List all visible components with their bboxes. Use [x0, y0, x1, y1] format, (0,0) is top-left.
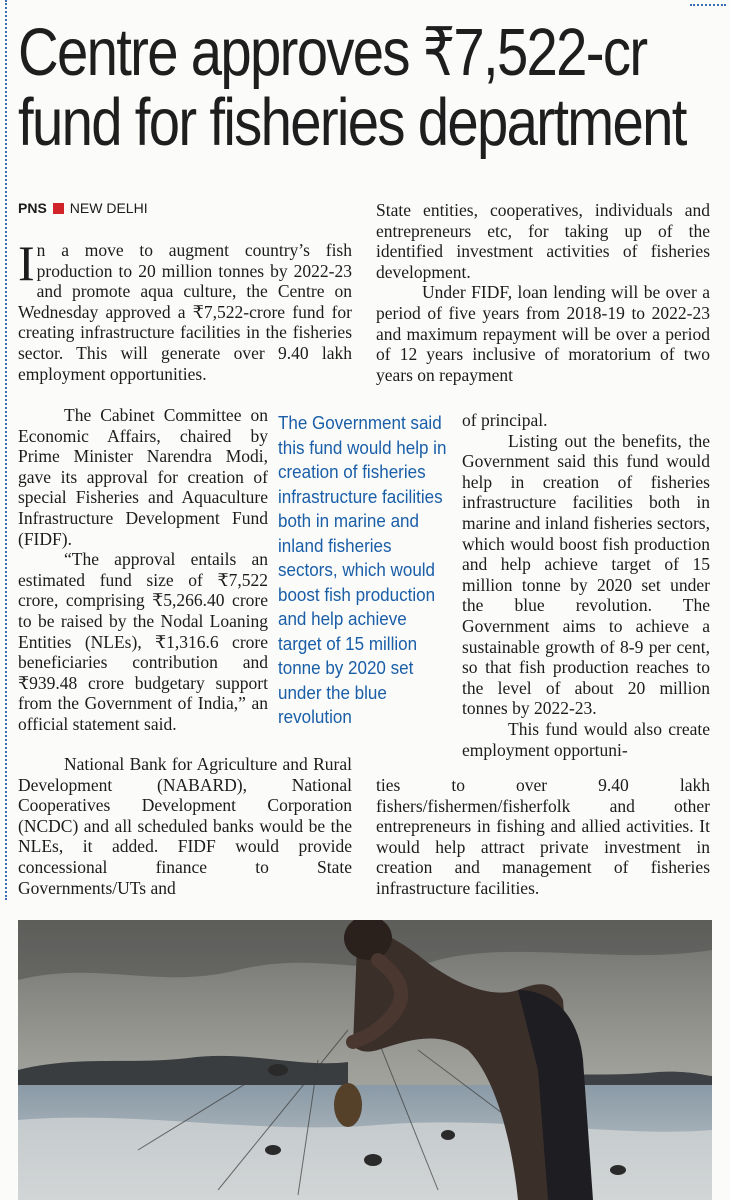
paragraph-4: National Bank for Agriculture and Rural Development (NABARD), National Cooperatives Development Corporation (NCDC) and all scheduled banks would be the NLEs, it added. FIDF would provide concessional finance to State Governments/UTs and — [18, 754, 352, 898]
paragraph-6: Listing out the benefits, the Government said this fund would help in creation of fisheries infrastructure facilities both in marine and inland fisheries sectors, which would boost fish production and help achieve target of 15 million tonne by 2020 set under the blue revolution. The Government aims to achieve a sustainable growth of 8-9 per cent, so that fish production reaches to the level of about 20 million tonnes by 2022-23. — [462, 430, 710, 719]
headline — [18, 15, 686, 160]
paragraph-3: “The approval entails an estimated fund size of ₹7,522 crore, comprising ₹5,266.40 crore to be raised by the Nodal Loaning Entities (NLEs), ₹1,316.6 crore beneficiaries contribution and ₹939.48 crore budgetary support from the Government of India,” an official statement said. — [18, 549, 268, 734]
paragraph-5: Under FIDF, loan lending will be over a period of five years from 2018-19 to 2022-23 and maximum repayment will be over a period of 12 years inclusive of moratorium of two years on repayment — [376, 282, 710, 385]
paragraph-7: This fund would also create employment opportuni- — [462, 718, 710, 760]
article-column-1-bottom — [18, 754, 352, 898]
headline-line-2: fund for fisheries department — [18, 85, 686, 160]
article-column-2-middle — [462, 410, 710, 760]
byline-square-icon — [53, 203, 64, 214]
headline-line-1: Centre approves ₹7,522-cr — [18, 15, 647, 90]
paragraph-5-continued: of principal. — [462, 410, 548, 430]
byline — [18, 200, 148, 216]
paragraph-1: In a move to augment country’s fish production to 20 million tonnes by 2022-23 and promote aqua culture, the Centre on Wednesday approved a ₹7,522-crore fund for creating infrastructure facilities in the fisheries sector. This will generate over 9.40 lakh employment opportunities. — [18, 235, 352, 384]
paragraph-4-continued: State entities, cooperatives, individuals and entrepreneurs etc, for taking up of the identified investment activities of fisheries development. — [376, 200, 710, 282]
article-column-1-middle — [18, 405, 268, 735]
article-column-2-top — [376, 200, 710, 385]
article-column-1-top — [18, 235, 352, 384]
pull-quote: The Government said this fund would help in creation of fisheries infrastructure facilities both in marine and inland fisheries sectors, which would boost fish production and help achieve target of 15 million tonne by 2020 set under the blue revolution — [278, 412, 447, 727]
drop-cap: I — [18, 235, 35, 291]
news-photo-fisherman — [18, 920, 712, 1200]
byline-agency: PNS — [18, 200, 47, 216]
byline-location: NEW DELHI — [69, 200, 148, 216]
article-column-2-bottom — [376, 775, 710, 899]
page-border-dotted-top — [690, 4, 726, 6]
paragraph-7-continued: ties to over 9.40 lakh fishers/fishermen/fisherfolk and other entrepreneurs in fishing and allied activities. It would help attract private investment in creation and management of fisheries infrastructure facilities. — [376, 775, 710, 898]
paragraph-2: The Cabinet Committee on Economic Affairs, chaired by Prime Minister Narendra Modi, gave its approval for creation of special Fisheries and Aquaculture Infrastructure Development Fund (FIDF). — [18, 405, 268, 549]
page-border-dotted — [5, 0, 7, 900]
fisherman-photo-illustration — [18, 920, 712, 1200]
